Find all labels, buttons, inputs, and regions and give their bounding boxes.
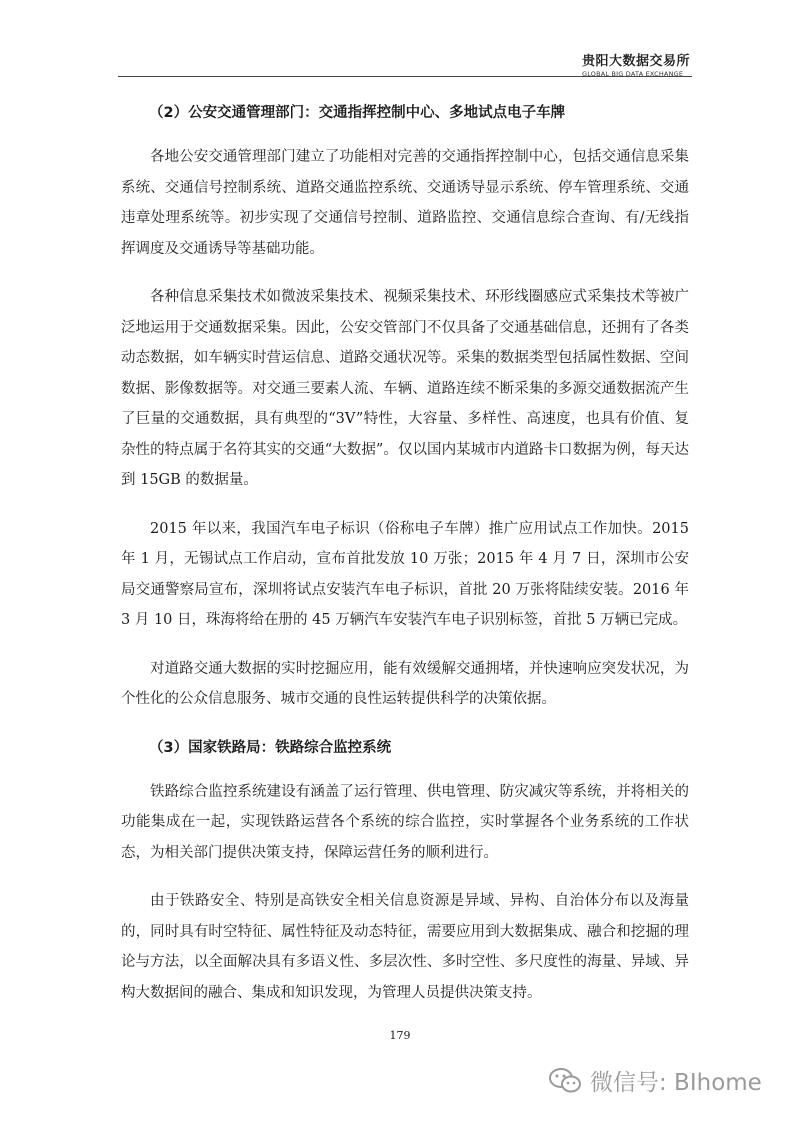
header-divider	[118, 76, 692, 77]
wechat-icon	[548, 1067, 582, 1095]
paragraph: 对道路交通大数据的实时挖掘应用，能有效缓解交通拥堵，并快速响应突发状况，为个性化的公众信息服务、城市交通的良性运转提供科学的决策依据。	[121, 660, 689, 707]
paragraph: 各地公安交通管理部门建立了功能相对完善的交通指挥控制中心，包括交通信息采集系统、交通信号控制系统、道路交通监控系统、交通诱导显示系统、停车管理系统、交通违章处理系统等。初步实现了交通信号控制、道路监控、交通信息综合查询、有/无线指挥调度及交通诱导等基础功能。	[121, 149, 689, 257]
paragraph: 2015 年以来，我国汽车电子标识（俗称电子车牌）推广应用试点工作加快。2015 年 1 月，无锡试点工作启动，宣布首批发放 10 万张；2015 年 4 月 7 日，深圳市公安局交通警察局宣布，深圳将试点安装汽车电子标识，首批 20 万张将陆续安装。2016 年 3 月 10 日，珠海将给在册的 45 万辆汽车安装汽车电子识别标签，首批 5 万辆已完成。	[121, 520, 689, 628]
paragraph: 各种信息采集技术如微波采集技术、视频采集技术、环形线圈感应式采集技术等被广泛地运用于交通数据采集。因此，公安交管部门不仅具备了交通基础信息，还拥有了各类动态数据，如车辆实时营运信息、道路交通状况等。采集的数据类型包括属性数据、空间数据、影像数据等。对交通三要素人流、车辆、道路连续不断采集的多源交通数据流产生了巨量的交通数据，具有典型的“3V”特性，大容量、多样性、高速度，也具有价值、复杂性的特点属于名符其实的交通“大数据”。仅以国内某城市内道路卡口数据为例，每天达到 15GB 的数据量。	[121, 289, 689, 488]
paragraph: 由于铁路安全、特别是高铁安全相关信息资源是异域、异构、自治体分布以及海量的，同时具有时空特征、属性特征及动态特征，需要应用到大数据集成、融合和挖掘的理论与方法，以全面解决具有多语义性、多层次性、多时空性、多尺度性的海量、异域、异构大数据间的融合、集成和知识发现，为管理人员提供决策支持。	[121, 893, 689, 1001]
section-heading-railway: （3）国家铁路局：铁路综合监控系统	[149, 739, 392, 756]
section-heading-traffic-police: （2）公安交通管理部门：交通指挥控制中心、多地试点电子车牌	[149, 105, 566, 121]
brand-name-en: GLOBAL BIG DATA EXCHANGE	[581, 70, 684, 78]
paragraph: 铁路综合监控系统建设有涵盖了运行管理、供电管理、防灾减灾等系统，并将相关的功能集成在一起，实现铁路运营各个系统的综合监控，实时掌握各个业务系统的工作状态，为相关部门提供决策支持，保障运营任务的顺利进行。	[121, 783, 689, 861]
page-number: 179	[389, 1029, 411, 1042]
page-body	[121, 98, 689, 1008]
brand-name-cn: 贵阳大数据交易所	[581, 54, 690, 69]
watermark	[548, 1064, 762, 1097]
header-brand	[582, 50, 690, 78]
watermark-text: 微信号: BIhome	[590, 1070, 762, 1096]
